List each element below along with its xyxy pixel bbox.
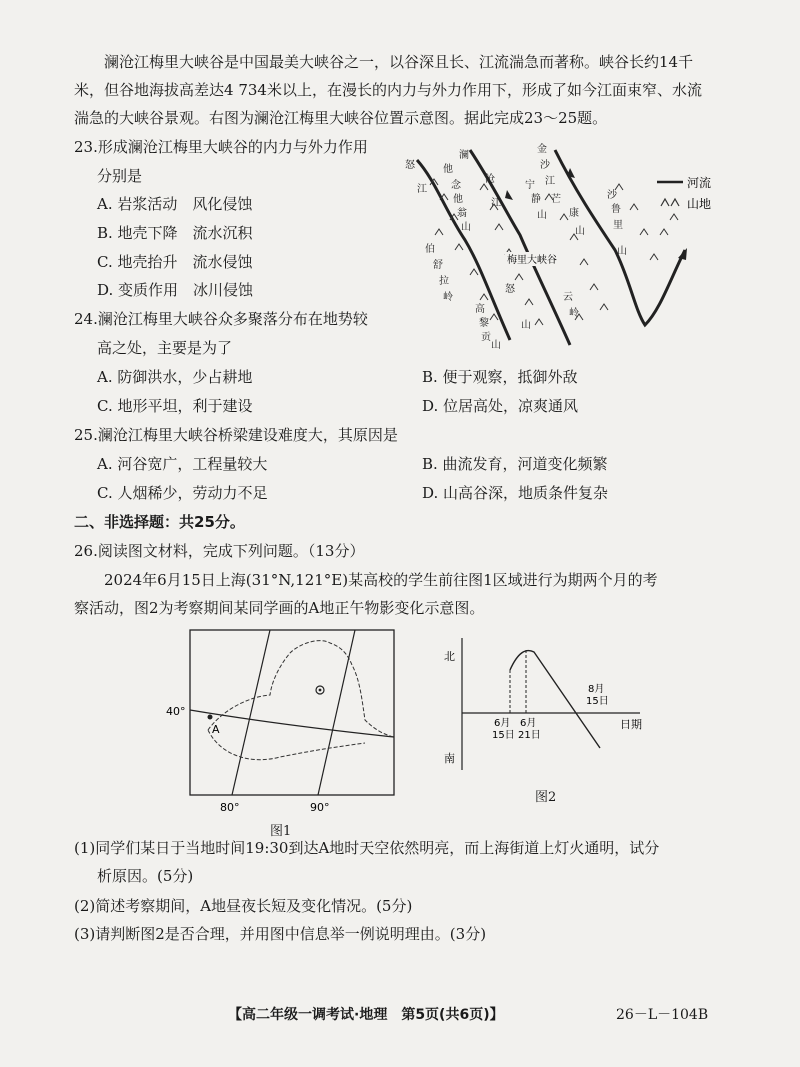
intro-line-3: 湍急的大峡谷景观。右图为澜沧江梅里大峡谷位置示意图。据此完成23～25题。	[74, 109, 608, 127]
label-jiang-3: 江	[545, 176, 555, 187]
map-frame	[190, 630, 394, 795]
footer-code: 26－L－104B	[616, 1007, 709, 1023]
q24-option-b: B. 便于观察，抵御外敌	[422, 368, 578, 386]
q26-stem: 26.阅读图文材料，完成下列问题。（13分）	[74, 542, 365, 560]
label-lat-40: 40°	[166, 705, 186, 718]
q23-option-d: D. 变质作用 冰川侵蚀	[97, 281, 254, 299]
label-mang: 芒	[551, 194, 561, 205]
label-date3-day: 15日	[586, 696, 609, 707]
label-weng-2: 翁	[457, 208, 467, 219]
q24-stem-2: 高之处，主要是为了	[97, 339, 233, 357]
q26-sub-3: (3)请判断图2是否合理，并用图中信息举一例说明理由。(3分)	[74, 925, 487, 943]
label-jiang-2: 江	[491, 198, 501, 209]
figure-2-chart	[440, 630, 680, 780]
label-date1-month: 6月	[494, 718, 511, 729]
q24-option-d: D. 位居高处，凉爽通风	[422, 397, 579, 415]
label-nian: 念	[451, 180, 461, 191]
q26-sub-1-line-2: 析原因。(5分)	[97, 867, 194, 885]
label-nu-2: 怒	[505, 284, 515, 295]
canyon-location-map	[395, 140, 725, 350]
label-cang: 沧	[485, 174, 495, 185]
point-a	[208, 715, 213, 720]
q25-option-d: D. 山高谷深，地质条件复杂	[422, 484, 609, 502]
label-jin: 金	[537, 144, 547, 155]
q25-stem: 25.澜沧江梅里大峡谷桥梁建设难度大，其原因是	[74, 426, 398, 444]
q23-option-a: A. 岩浆活动 风化侵蚀	[97, 195, 253, 213]
q25-option-b: B. 曲流发育，河道变化频繁	[422, 455, 608, 473]
label-shan-4: 山	[617, 246, 627, 257]
region-border	[208, 641, 394, 760]
label-li-2: 黎	[479, 318, 489, 329]
legend-river-label: 河流	[687, 176, 712, 190]
figure-1-map	[160, 625, 400, 820]
label-shu: 舒	[433, 260, 443, 271]
label-lon-80: 80°	[220, 801, 240, 814]
label-point-a: A	[212, 723, 220, 736]
label-date1-day: 15日	[492, 730, 515, 741]
label-shan-5: 山	[521, 320, 531, 331]
label-axis-date: 日期	[620, 718, 642, 731]
label-weng: 他	[453, 194, 463, 205]
q24-stem-1: 24.澜沧江梅里大峡谷众多聚落分布在地势较	[74, 310, 368, 328]
legend-mountain-label: 山地	[687, 197, 712, 211]
figure-1-caption: 图1	[270, 824, 292, 839]
q26-material-2: 察活动，图2为考察期间某同学画的A地正午物影变化示意图。	[74, 599, 485, 617]
intro-line-2: 米，但谷地海拔高差达4 734米以上，在漫长的内力与外力作用下，形成了如今江面束窄、水流	[74, 81, 702, 99]
label-shan-6: 山	[491, 340, 501, 350]
q23-option-b: B. 地壳下降 流水沉积	[97, 224, 253, 242]
q23-stem-2: 分别是	[97, 167, 143, 185]
label-gong: 贡	[481, 332, 491, 343]
label-shan-3: 山	[575, 226, 585, 237]
q26-sub-1-line-1: (1)同学们某日于当地时间19:30到达A地时天空依然明亮，而上海街道上灯火通明，试分	[74, 839, 660, 857]
label-jing: 静	[531, 194, 541, 205]
q24-option-c: C. 地形平坦，利于建设	[97, 397, 253, 415]
label-date3-month: 8月	[588, 684, 605, 695]
q23-option-c: C. 地壳抬升 流水侵蚀	[97, 253, 253, 271]
label-bo: 伯	[425, 244, 435, 255]
label-jiang-1: 江	[417, 184, 427, 195]
legend-mountain-symbol	[661, 199, 679, 206]
q25-option-a: A. 河谷宽广，工程量较大	[97, 455, 268, 473]
label-ning: 宁	[525, 180, 535, 191]
q26-material-1: 2024年6月15日上海(31°N,121°E)某高校的学生前往图1区域进行为期两个月的考	[104, 571, 658, 589]
q24-option-a: A. 防御洪水，少占耕地	[97, 368, 253, 386]
label-shan-1: 山	[461, 222, 471, 233]
label-lu: 鲁	[611, 204, 621, 215]
river-arrow-1	[505, 190, 513, 200]
label-la: 拉	[439, 276, 449, 287]
label-north: 北	[444, 650, 455, 663]
label-lon-90: 90°	[310, 801, 330, 814]
section-2-heading: 二、非选择题：共25分。	[74, 513, 245, 531]
label-kang: 康	[569, 208, 579, 219]
meridian-80	[232, 630, 270, 795]
label-ling: 岭	[443, 292, 453, 303]
meridian-90	[318, 630, 355, 795]
label-ta: 他	[443, 164, 453, 175]
label-sha: 沙	[540, 160, 550, 171]
q26-sub-2: (2)简述考察期间，A地昼夜长短及变化情况。(5分)	[74, 897, 413, 915]
label-yun: 云	[563, 292, 573, 303]
label-nu: 怒	[405, 160, 415, 171]
label-ling-2: 岭	[569, 308, 579, 319]
label-gao: 高	[475, 304, 485, 315]
label-shan-2: 山	[537, 210, 547, 221]
jinsha-river	[555, 150, 685, 325]
label-sha-2: 沙	[607, 190, 617, 201]
footer-title: 【高二年级一调考试·地理 第5页(共6页)】	[228, 1007, 504, 1023]
capital-dot	[319, 689, 322, 692]
label-lan: 澜	[459, 150, 469, 161]
intro-line-1: 澜沧江梅里大峡谷是中国最美大峡谷之一，以谷深且长、江流湍急而著称。峡谷长约14千	[104, 53, 694, 71]
label-li: 里	[613, 220, 623, 231]
label-date2-day: 21日	[518, 730, 541, 741]
river-arrow-3	[678, 248, 687, 260]
label-date2-month: 6月	[520, 718, 537, 729]
parallel-40	[190, 710, 394, 737]
q25-option-c: C. 人烟稀少，劳动力不足	[97, 484, 268, 502]
figure-2-caption: 图2	[535, 790, 557, 805]
label-canyon: 梅里大峡谷	[507, 255, 557, 266]
q23-stem-1: 23.形成澜沧江梅里大峡谷的内力与外力作用	[74, 138, 368, 156]
label-south: 南	[444, 752, 455, 765]
